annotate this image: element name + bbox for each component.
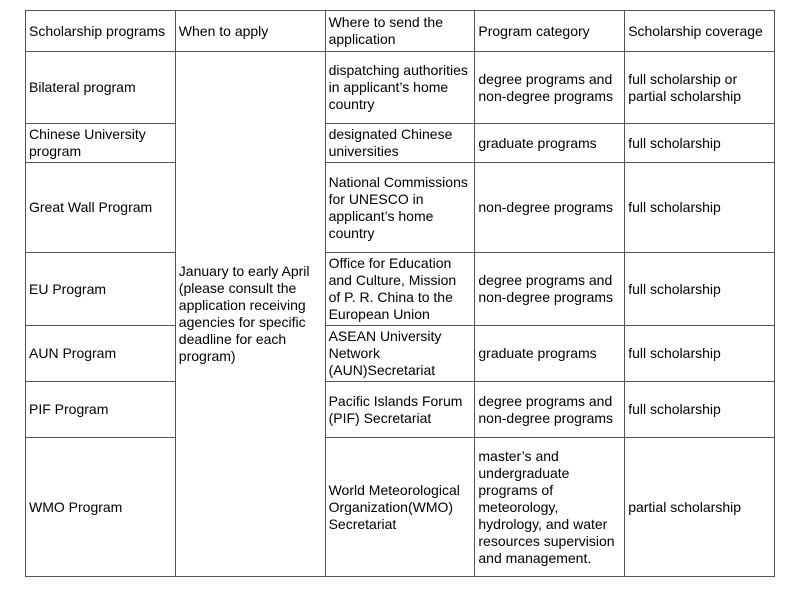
where-to-send-cell: designated Chinese universities bbox=[325, 124, 475, 163]
program-category-cell: non-degree programs bbox=[475, 163, 625, 253]
table-row bbox=[26, 124, 775, 163]
header-scholarship-coverage: Scholarship coverage bbox=[625, 11, 775, 52]
program-name-cell: PIF Program bbox=[26, 382, 176, 438]
coverage-cell: full scholarship bbox=[625, 326, 775, 382]
table-row bbox=[26, 163, 775, 253]
coverage-cell: full scholarship or partial scholarship bbox=[625, 52, 775, 124]
header-program-category: Program category bbox=[475, 11, 625, 52]
where-to-send-cell: dispatching authorities in applicant’s home country bbox=[325, 52, 475, 124]
program-name-cell: Great Wall Program bbox=[26, 163, 176, 253]
header-when-to-apply: When to apply bbox=[175, 11, 325, 52]
program-category-cell: degree programs and non-degree programs bbox=[475, 382, 625, 438]
program-name-cell: EU Program bbox=[26, 253, 176, 326]
program-name-cell: Chinese University program bbox=[26, 124, 176, 163]
coverage-cell: full scholarship bbox=[625, 253, 775, 326]
table-row bbox=[26, 326, 775, 382]
program-name-cell: WMO Program bbox=[26, 438, 176, 577]
table-row bbox=[26, 382, 775, 438]
scholarship-table-container bbox=[25, 10, 775, 577]
program-category-cell: degree programs and non-degree programs bbox=[475, 253, 625, 326]
program-category-cell: master’s and undergraduate programs of meteorology, hydrology, and water resources supervision and management. bbox=[475, 438, 625, 577]
program-name-cell: AUN Program bbox=[26, 326, 176, 382]
scholarship-table bbox=[25, 10, 775, 577]
coverage-cell: full scholarship bbox=[625, 124, 775, 163]
program-category-cell: graduate programs bbox=[475, 326, 625, 382]
where-to-send-cell: World Meteorological Organization(WMO) Secretariat bbox=[325, 438, 475, 577]
where-to-send-cell: Pacific Islands Forum (PIF) Secretariat bbox=[325, 382, 475, 438]
program-category-cell: graduate programs bbox=[475, 124, 625, 163]
where-to-send-cell: National Commissions for UNESCO in applicant’s home country bbox=[325, 163, 475, 253]
header-where-to-send: Where to send the application bbox=[325, 11, 475, 52]
where-to-send-cell: Office for Education and Culture, Mission of P. R. China to the European Union bbox=[325, 253, 475, 326]
table-header-row bbox=[26, 11, 775, 52]
coverage-cell: full scholarship bbox=[625, 163, 775, 253]
table-row bbox=[26, 253, 775, 326]
where-to-send-cell: ASEAN University Network (AUN)Secretariat bbox=[325, 326, 475, 382]
when-to-apply-cell: January to early April (please consult the application receiving agencies for specific deadline for each program) bbox=[175, 52, 325, 577]
program-name-cell: Bilateral program bbox=[26, 52, 176, 124]
header-scholarship-programs: Scholarship programs bbox=[26, 11, 176, 52]
coverage-cell: full scholarship bbox=[625, 382, 775, 438]
table-row bbox=[26, 52, 775, 124]
table-row bbox=[26, 438, 775, 577]
coverage-cell: partial scholarship bbox=[625, 438, 775, 577]
program-category-cell: degree programs and non-degree programs bbox=[475, 52, 625, 124]
